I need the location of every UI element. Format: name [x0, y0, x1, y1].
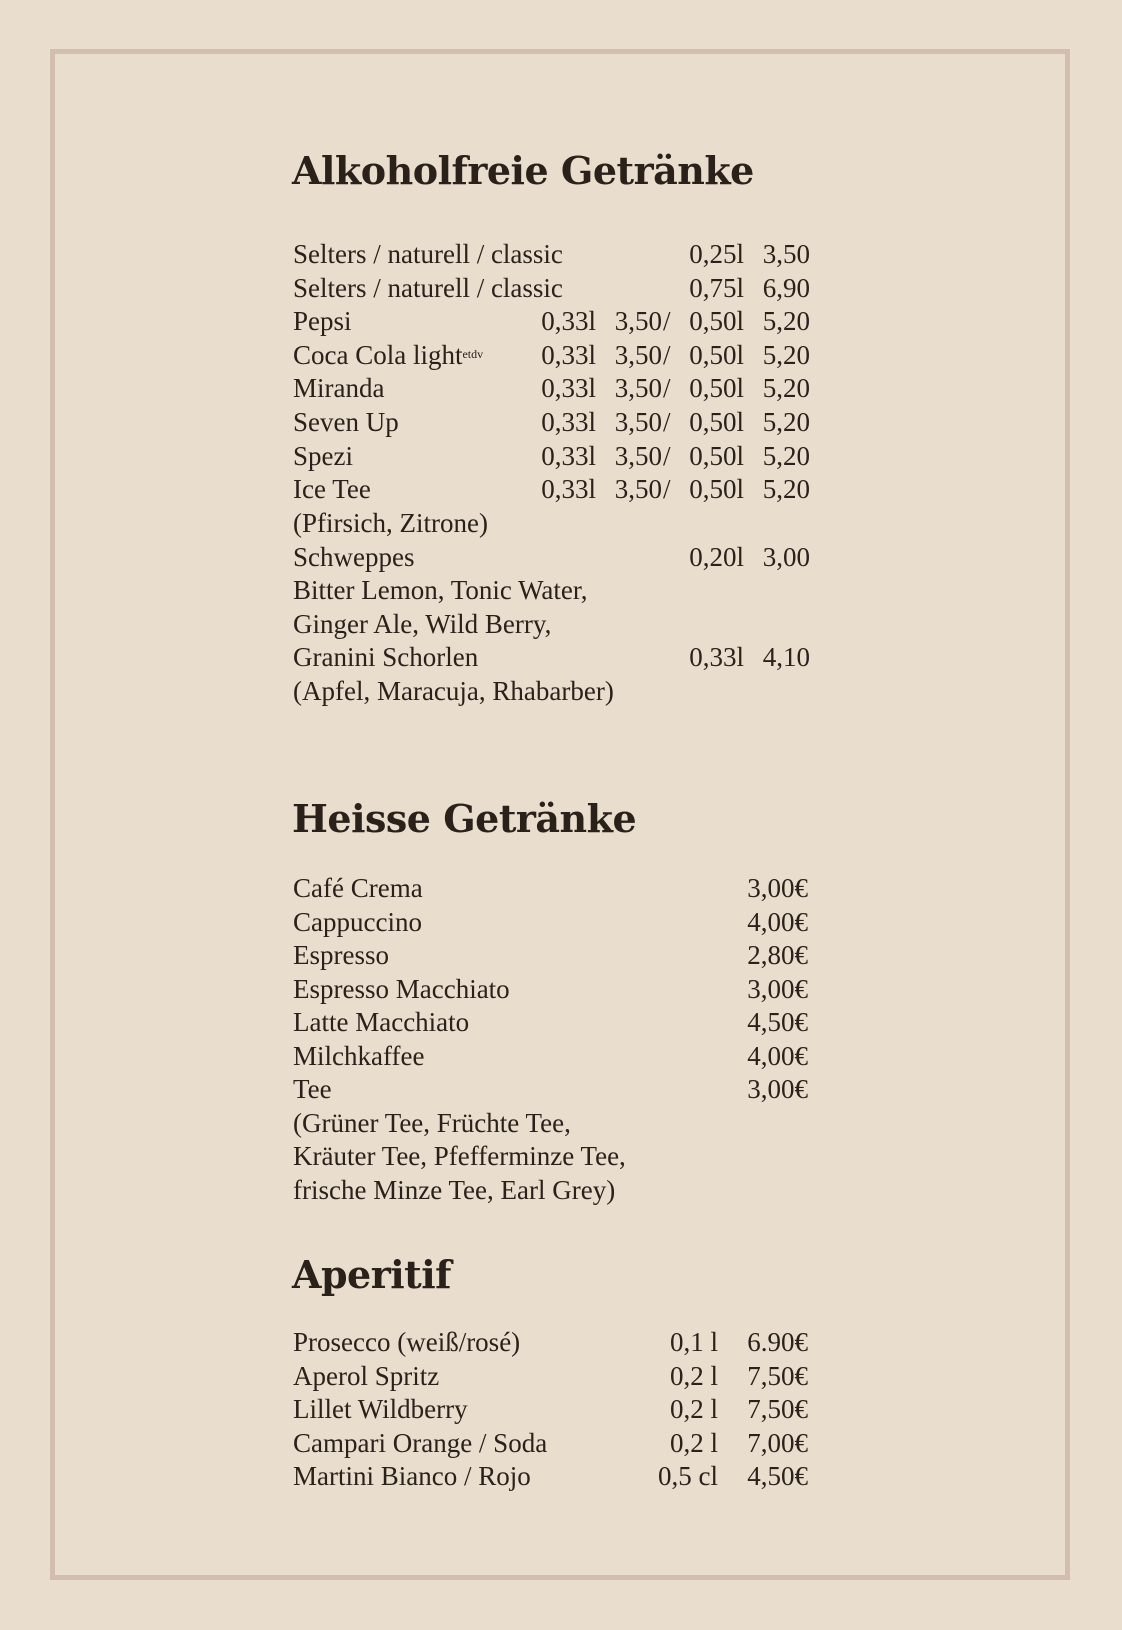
item-volume: 0,25l [689, 239, 744, 269]
item-price: 4,10 [762, 642, 810, 672]
item-name-selters-025: Selters / naturell / classic [293, 239, 563, 269]
footnote-marker: etdv [462, 347, 484, 361]
item-volume-small: 0,33l [541, 441, 596, 471]
item-name-campari-orange: Campari Orange / Soda [293, 1428, 548, 1458]
item-price-large: 5,20 [762, 306, 810, 336]
item-price-small: 3,50 [614, 340, 662, 370]
item-name-aperol-spritz: Aperol Spritz [293, 1361, 440, 1391]
item-name-latte-macchiato: Latte Macchiato [293, 1007, 470, 1037]
item-name-pepsi: Pepsi [293, 306, 352, 336]
item-name-cafe-crema: Café Crema [293, 873, 423, 903]
item-name-cappuccino: Cappuccino [293, 907, 422, 937]
item-price-large: 5,20 [762, 407, 810, 437]
item-name-coca-cola-light [293, 339, 483, 376]
item-volume: 0,2 l [669, 1428, 718, 1458]
item-volume-large: 0,50l [689, 340, 744, 370]
item-price-large: 5,20 [762, 441, 810, 471]
item-name-granini: Granini Schorlen [293, 642, 479, 672]
item-name-espresso-macchiato: Espresso Macchiato [293, 974, 510, 1004]
section-title-alkoholfrei: Alkoholfreie Getränke [292, 148, 754, 193]
item-price-large: 5,20 [762, 373, 810, 403]
section-title-heiss: Heisse Getränke [292, 796, 637, 841]
item-price: 3,00€ [747, 873, 808, 903]
price-separator: / [663, 306, 671, 336]
item-volume: 0,20l [689, 542, 744, 572]
item-volume-small: 0,33l [541, 373, 596, 403]
item-volume-large: 0,50l [689, 474, 744, 504]
item-volume-large: 0,50l [689, 306, 744, 336]
item-volume: 0,2 l [669, 1394, 718, 1424]
item-volume: 0,1 l [669, 1327, 718, 1357]
item-name-lillet-wildberry: Lillet Wildberry [293, 1394, 468, 1424]
item-price: 3,50 [762, 239, 810, 269]
item-name-milchkaffee: Milchkaffee [293, 1041, 425, 1071]
item-price-small: 3,50 [614, 306, 662, 336]
item-volume-small: 0,33l [541, 474, 596, 504]
price-separator: / [663, 373, 671, 403]
item-price: 7,00€ [747, 1428, 808, 1458]
item-price-large: 5,20 [762, 474, 810, 504]
item-note-tee-1: (Grüner Tee, Früchte Tee, [293, 1108, 571, 1138]
item-name-text: Coca Cola light [293, 340, 463, 370]
item-note-ice-tee: (Pfirsich, Zitrone) [293, 508, 488, 538]
item-name-seven-up: Seven Up [293, 407, 399, 437]
section-title-aperitif: Aperitif [292, 1252, 452, 1297]
item-price-small: 3,50 [614, 441, 662, 471]
item-price: 2,80€ [747, 940, 808, 970]
item-name-tee: Tee [293, 1074, 332, 1104]
item-note-tee-2: Kräuter Tee, Pfefferminze Tee, [293, 1141, 626, 1171]
item-volume: 0,33l [689, 642, 744, 672]
item-price: 7,50€ [747, 1361, 808, 1391]
item-volume-large: 0,50l [689, 441, 744, 471]
item-price: 3,00 [762, 542, 810, 572]
item-name-selters-075: Selters / naturell / classic [293, 273, 563, 303]
item-price-small: 3,50 [614, 474, 662, 504]
item-price: 3,00€ [747, 974, 808, 1004]
item-volume-large: 0,50l [689, 407, 744, 437]
item-name-espresso: Espresso [293, 940, 389, 970]
item-name-schweppes: Schweppes [293, 542, 415, 572]
item-price: 3,00€ [747, 1074, 808, 1104]
item-price-small: 3,50 [614, 407, 662, 437]
item-price: 4,50€ [747, 1461, 808, 1491]
item-note-tee-3: frische Minze Tee, Earl Grey) [293, 1175, 616, 1205]
item-price: 6,90 [762, 273, 810, 303]
item-name-spezi: Spezi [293, 441, 353, 471]
item-price: 4,00€ [747, 1041, 808, 1071]
item-note-schweppes-2: Ginger Ale, Wild Berry, [293, 609, 552, 639]
price-separator: / [663, 340, 671, 370]
item-name-miranda: Miranda [293, 373, 385, 403]
item-price: 4,00€ [747, 907, 808, 937]
item-volume-small: 0,33l [541, 340, 596, 370]
item-volume-small: 0,33l [541, 407, 596, 437]
item-price: 4,50€ [747, 1007, 808, 1037]
item-price-small: 3,50 [614, 373, 662, 403]
item-note-schweppes-1: Bitter Lemon, Tonic Water, [293, 575, 588, 605]
item-price: 6.90€ [747, 1327, 808, 1357]
item-note-granini: (Apfel, Maracuja, Rhabarber) [293, 676, 614, 706]
item-volume: 0,75l [689, 273, 744, 303]
item-price: 7,50€ [747, 1394, 808, 1424]
item-volume: 0,5 cl [658, 1461, 718, 1491]
price-separator: / [663, 441, 671, 471]
item-volume-small: 0,33l [541, 306, 596, 336]
item-price-large: 5,20 [762, 340, 810, 370]
price-separator: / [663, 474, 671, 504]
item-name-martini: Martini Bianco / Rojo [293, 1461, 531, 1491]
item-volume-large: 0,50l [689, 373, 744, 403]
price-separator: / [663, 407, 671, 437]
item-volume: 0,2 l [669, 1361, 718, 1391]
item-name-prosecco: Prosecco (weiß/rosé) [293, 1327, 521, 1357]
item-name-ice-tee: Ice Tee [293, 474, 371, 504]
